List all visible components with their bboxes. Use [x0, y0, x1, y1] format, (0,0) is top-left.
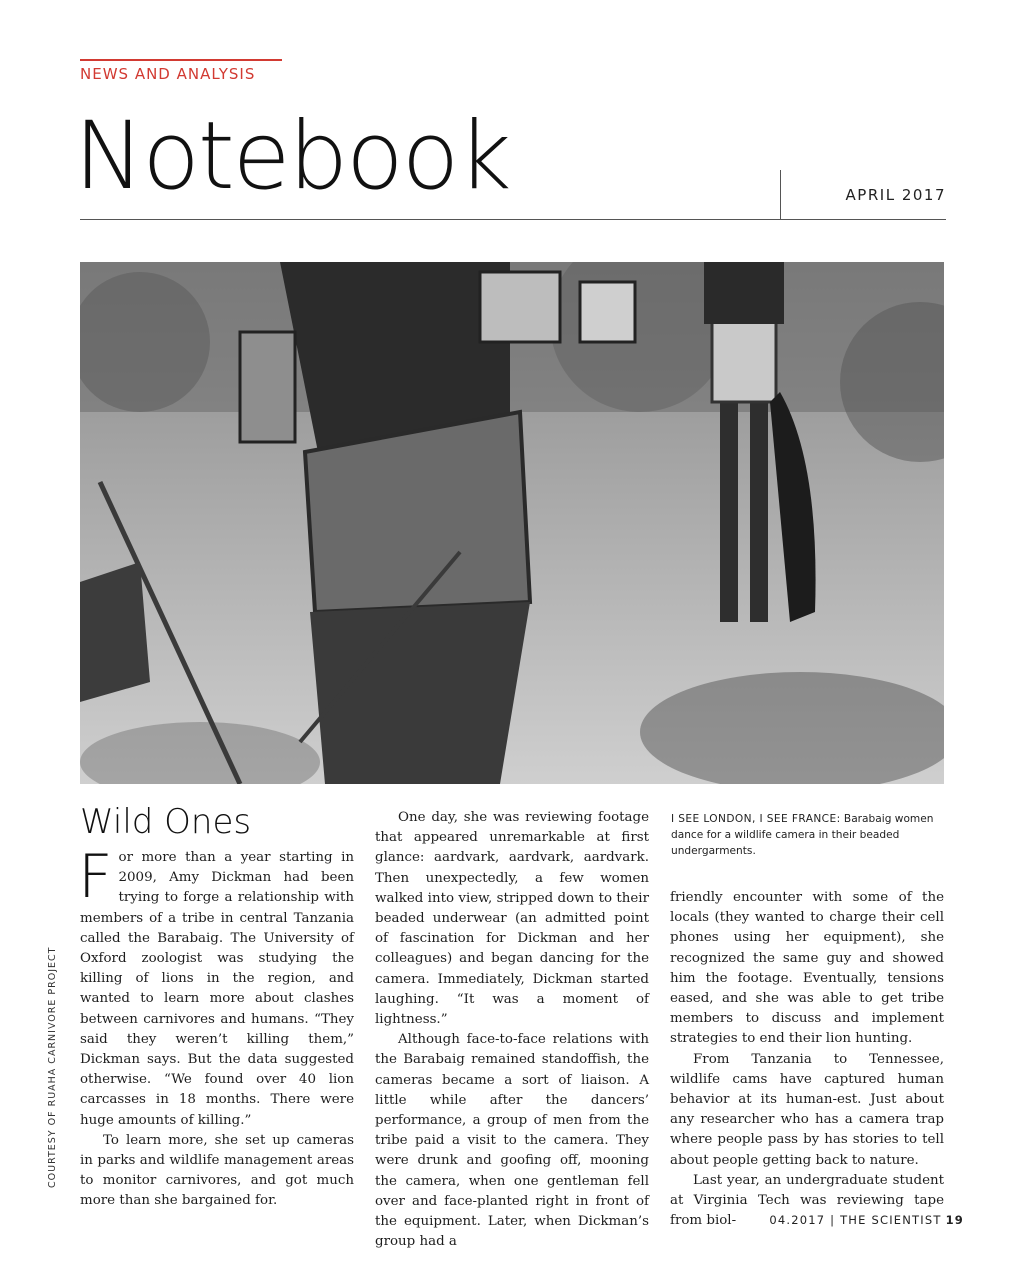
article-paragraph: Last year, an undergraduate student at Virginia Tech was reviewing tape from biol- [670, 1172, 944, 1229]
header-divider [80, 219, 946, 220]
issue-date: APRIL 2017 [845, 186, 946, 204]
article-column-3 [670, 888, 944, 1231]
article-column-2 [375, 808, 649, 1252]
article-paragraph: One day, she was reviewing footage that appeared unremarkable at first glance: aardvark, aardvark, aardvark. Then unexpectedly, a few women walked into view, stripped down to their beaded underwear (an admitted point of fascination for Dickman and her colleagues) and began dancing for the camera. Immediately, Dickman started laughing. “It was a moment of lightness.” [375, 810, 649, 1028]
article-headline: Wild Ones [80, 802, 252, 842]
photo-barabaig-women-icon [80, 262, 944, 784]
article-photo [80, 262, 944, 784]
article-paragraph: friendly encounter with some of the locals (they wanted to charge their cell phones using her equipment), she recognized the same guy and showed him the footage. Eventually, tensions eased, and she was able to get tribe members to discuss and implement strategies to end their lion hunting. [670, 890, 944, 1047]
article-paragraph: For more than a year starting in 2009, Amy Dickman had been trying to forge a relationship with members of a tribe in central Tanzania called the Barabaig. The University of Oxford zoologist was studying the killing of lions in the region, and wanted to learn more about clashes between carnivores and humans. “They said they weren’t killing them,” Dickman says. But the data suggested otherwise. “We found over 40 lion carcasses in 18 months. There were huge amounts of killing.” [78, 842, 354, 1128]
page-number: 19 [945, 1213, 964, 1227]
photo-caption [671, 811, 943, 859]
caption-lead: I SEE LONDON, I SEE FRANCE: [671, 813, 841, 825]
drop-cap: F [78, 842, 113, 912]
section-rule [80, 59, 282, 61]
folio-text: 04.2017 | THE SCIENTIST [769, 1213, 942, 1227]
article-column-1 [78, 842, 354, 1212]
header-divider-vertical [780, 170, 781, 220]
caption-text: Barabaig women dance for a wildlife camera in their beaded undergarments. [671, 813, 934, 857]
article-paragraph: Although face-to-face relations with the Barabaig remained standoffish, the cameras became a sort of liaison. A little while after the dancers’ performance, a group of men from the tribe paid a visit to the camera. They were drunk and goofing off, mooning the camera, when one gentleman fell over and face-planted right in front of the equipment. Later, when Dickman’s group had a [375, 1032, 649, 1250]
article-paragraph: To learn more, she set up cameras in parks and wildlife management areas to monitor carnivores, and got much more than she bargained for. [80, 1132, 354, 1209]
article-paragraph: From Tanzania to Tennessee, wildlife cams have captured human behavior at its human-est. Just about any researcher who has a camera trap where people pass by has stories to tell about people getting back to nature. [670, 1051, 944, 1168]
section-label: NEWS AND ANALYSIS [80, 65, 256, 83]
page-footer [769, 1213, 964, 1227]
page-title: Notebook [74, 102, 510, 211]
photo-credit: COURTESY OF RUAHA CARNIVORE PROJECT [47, 946, 58, 1188]
